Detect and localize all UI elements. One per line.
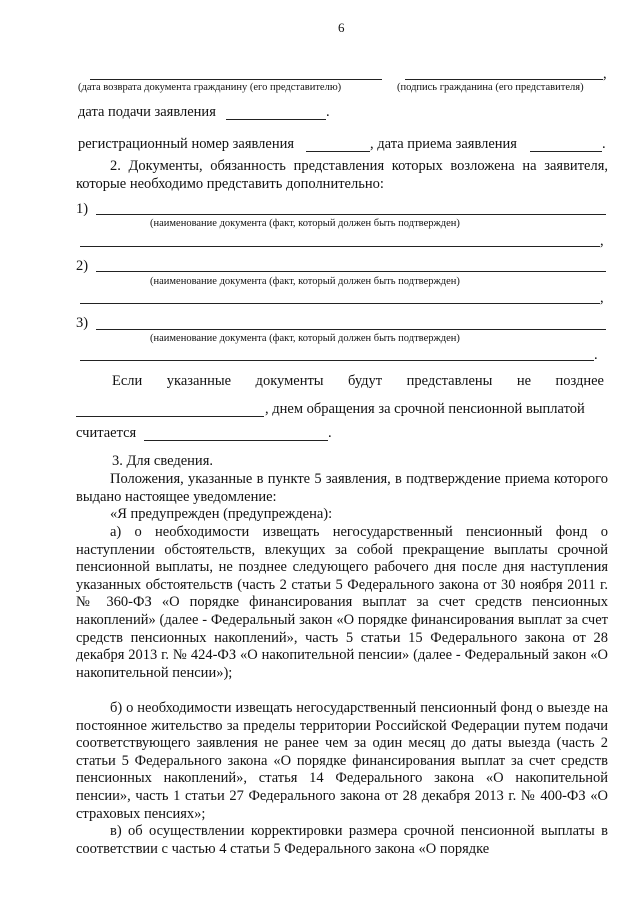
doc-item-3-caption: (наименование документа (факт, который должен быть подтвержден) bbox=[150, 333, 460, 344]
doc-item-3-blank-2 bbox=[80, 360, 594, 361]
doc-item-2-end: , bbox=[600, 290, 604, 306]
section-2-text: 2. Документы, обязанность представления которых возложена на заявителя, которые необходимо представить дополнительно: bbox=[76, 158, 608, 192]
application-date-label: дата подачи заявления bbox=[78, 104, 216, 120]
doc-item-1-caption: (наименование документа (факт, который должен быть подтвержден) bbox=[150, 218, 460, 229]
page-number: 6 bbox=[338, 20, 345, 35]
acceptance-date-period: . bbox=[602, 136, 606, 152]
submission-deadline-blank bbox=[76, 416, 264, 417]
signature-caption: (подпись гражданина (его представителя) bbox=[397, 82, 584, 93]
doc-item-1-number: 1) bbox=[76, 201, 89, 217]
return-date-blank bbox=[90, 79, 382, 80]
doc-item-1-blank-2 bbox=[80, 246, 600, 247]
reg-number-blank bbox=[306, 151, 370, 152]
return-date-caption: (дата возврата документа гражданину (его представителю) bbox=[78, 82, 342, 93]
signature-blank bbox=[405, 79, 603, 80]
acceptance-date-blank bbox=[530, 151, 602, 152]
doc-item-3-number: 3) bbox=[76, 315, 89, 331]
doc-item-3-blank bbox=[96, 329, 606, 330]
doc-item-2-blank-2 bbox=[80, 303, 600, 304]
conditions-line-2: , днем обращения за срочной пенсионной выплатой bbox=[265, 401, 585, 417]
section-3-paragraph-1: Положения, указанные в пункте 5 заявления, в подтверждение приема которого выдано настоящее уведомление: bbox=[76, 471, 608, 505]
doc-item-2-number: 2) bbox=[76, 258, 89, 274]
application-date-blank bbox=[226, 119, 326, 120]
section-3-clause-b: б) о необходимости извещать негосударственный пенсионный фонд о выезде на постоянное жительство за пределы территории Российской Федерации путем подачи соответствующего заявления не ранее чем за один месяц до даты выезда (часть 2 статьи 5 Федерального закона «О порядке финансирования выплат за счет средств пенсионных накоплений», статья 14 Федерального закона «О накопительной пенсии», часть 1 статьи 27 Федерального закона от 28 декабря 2013 г. № 400-ФЗ «О страховых пенсиях»; bbox=[76, 700, 608, 822]
reg-number-label: регистрационный номер заявления bbox=[78, 136, 295, 152]
conditions-line-3-label: считается bbox=[76, 425, 137, 441]
doc-item-2-caption: (наименование документа (факт, который должен быть подтвержден) bbox=[150, 276, 460, 287]
doc-item-3-end: . bbox=[594, 347, 598, 363]
conditions-line-1: Если указанные документы будут представлены не позднее bbox=[112, 373, 604, 389]
section-3-clause-c: в) об осуществлении корректировки размера срочной пенсионной выплаты в соответствии с частью 4 статьи 5 Федерального закона «О порядке bbox=[76, 823, 608, 857]
doc-item-1-blank bbox=[96, 214, 606, 215]
section-3-paragraph-2: «Я предупрежден (предупреждена): bbox=[110, 506, 333, 522]
section-3-clause-a: а) о необходимости извещать негосударственный пенсионный фонд о наступлении обстоятельств, влекущих за собой прекращение выплаты срочной пенсионной выплаты, не позднее следующего рабочего дня после дня наступления указанных обстоятельств (часть 2 статьи 5 Федерального закона от 30 ноября 2011 г. № 360-ФЗ «О порядке финансирования выплат за счет средств пенсионных накоплений» (далее - Федеральный закон «О порядке финансирования выплат за счет средств пенсионных накоплений», часть 5 статьи 15 Федерального закона от 28 декабря 2013 г. № 424-ФЗ «О накопительной пенсии» (далее - Федеральный закон «О накопительной пенсии»); bbox=[76, 524, 608, 681]
doc-item-1-end: , bbox=[600, 233, 604, 249]
conditions-line-3-end: . bbox=[328, 425, 332, 441]
application-date-period: . bbox=[326, 104, 330, 120]
doc-item-2-blank bbox=[96, 271, 606, 272]
signature-comma: , bbox=[603, 66, 607, 82]
section-3-heading: 3. Для сведения. bbox=[112, 453, 213, 469]
deemed-date-blank bbox=[144, 440, 328, 441]
acceptance-date-label: , дата приема заявления bbox=[370, 136, 517, 152]
